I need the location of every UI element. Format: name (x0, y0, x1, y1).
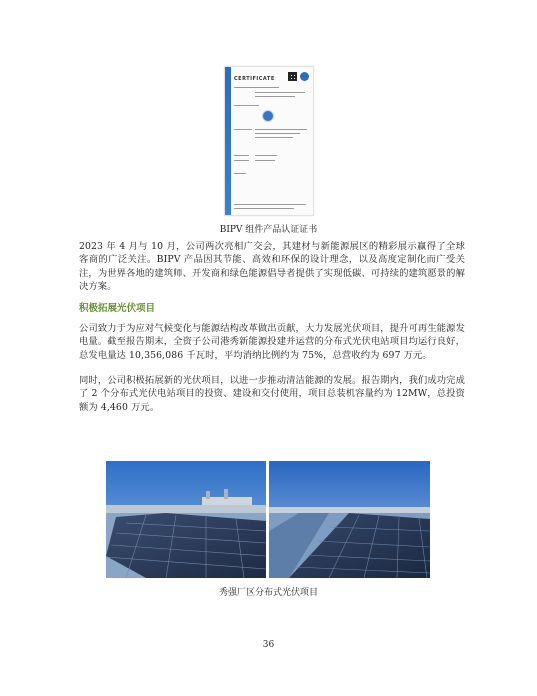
certificate-text-line (255, 129, 307, 130)
solar-rooftop-photo-left (106, 461, 266, 578)
certificate-text-line (255, 155, 277, 156)
certificate-side-strip (225, 67, 231, 215)
photos-caption: 秀强厂区分布式光伏项目 (218, 588, 318, 598)
certificate-text-line (234, 87, 279, 88)
pv-projects-paragraph-2: 同时，公司积极拓展新的光伏项目，以进一步推动清洁能源的发展。报告期内，我们成功完成了 2 个分布式光伏电站项目的投资、建设和交付使用，项目总装机容量约为 12MW，总投资额为 4,460 万元。 (79, 375, 465, 413)
certificate-text-line (234, 155, 249, 156)
certification-seal-icon (263, 111, 273, 121)
certificate-caption: BIPV 组件产品认证证书 (219, 225, 318, 235)
certificate-text-line (234, 208, 294, 209)
certificate-text-line (234, 129, 252, 130)
certificate-heading: CERTIFICATE (234, 76, 275, 82)
certification-logo-icon (300, 72, 309, 81)
certificate-text-line (255, 96, 295, 97)
certificate-text-line (255, 92, 305, 93)
certificate-text-line (234, 160, 249, 161)
certificate-image (224, 66, 314, 216)
certificate-text-line (255, 137, 293, 138)
certificate-text-line (234, 173, 246, 174)
certificate-text-line (255, 160, 275, 161)
certificate-text-line (255, 133, 300, 134)
section-heading: 积极拓展光伏项目 (79, 303, 156, 314)
solar-rooftop-photo-right (269, 461, 430, 578)
page-number: 36 (262, 640, 275, 650)
pv-projects-paragraph-1: 公司致力于为应对气候变化与能源结构改革做出贡献，大力发展光伏项目，提升可再生能源发电量。截至报告期末，全资子公司港秀新能源投建并运营的分布式光伏电站项目均运行良好，总发电量达 10,356,086 千瓦时，平均消纳比例约为 75%，总营收约为 697 万元。 (79, 323, 465, 361)
certificate-text-line (234, 204, 306, 205)
canton-fair-paragraph: 2023 年 4 月与 10 月，公司两次亮相广交会，其建材与新能源展区的精彩展示赢得了全球客商的广泛关注。BIPV 产品因其节能、高效和环保的设计理念，以及高度定制化而广受关注，为世界各地的建筑师、开发商和绿色能源倡导者提供了实现低碳、可持续的建筑愿景的解决方案。 (79, 241, 465, 293)
certificate-text-line (234, 105, 259, 106)
qr-code-icon (288, 72, 297, 81)
